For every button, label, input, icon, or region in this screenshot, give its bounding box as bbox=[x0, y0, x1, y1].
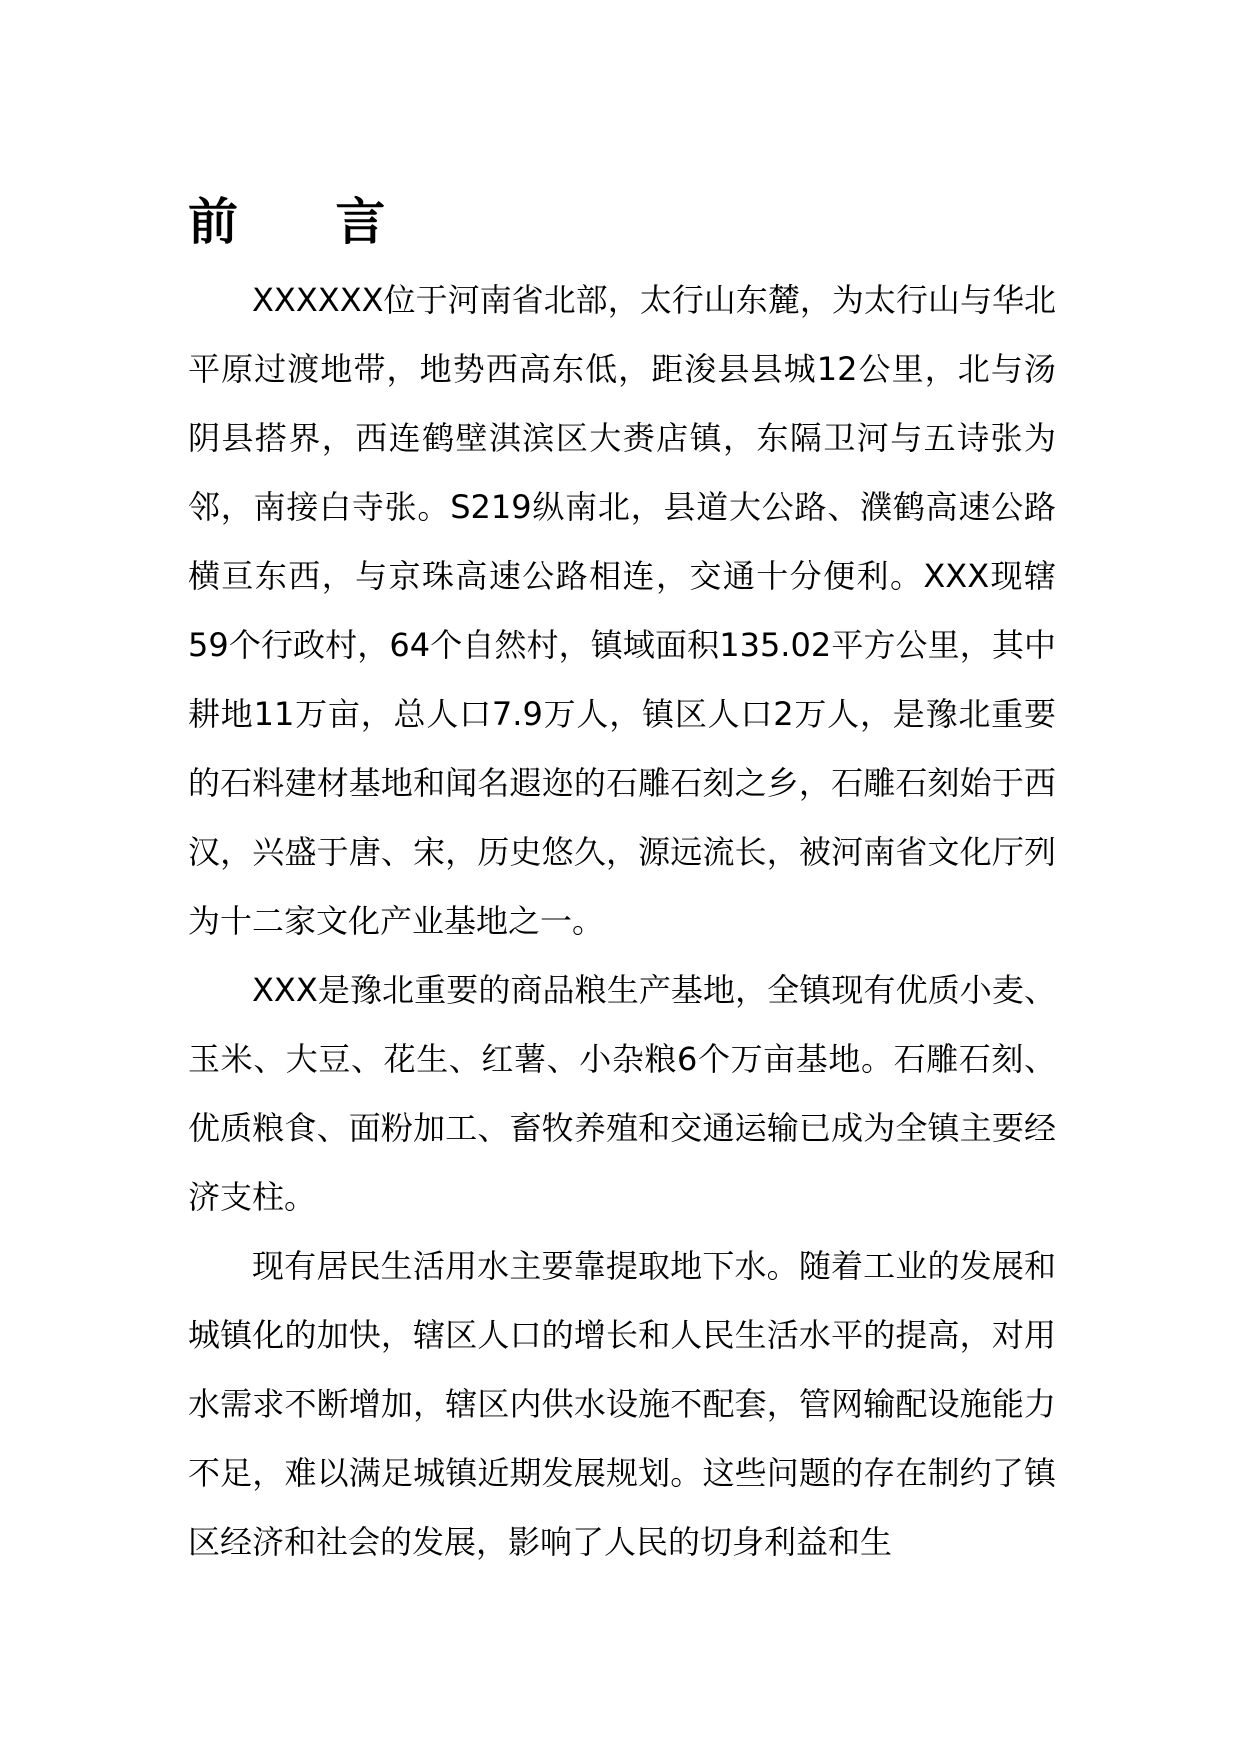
page-title: 前 言 bbox=[188, 192, 426, 251]
paragraph-location-overview: XXXXXX位于河南省北部，太行山东麓，为太行山与华北平原过渡地带，地势西高东低，距浚县县城12公里，北与汤阴县搭界，西连鹤壁淇滨区大赉店镇，东隔卫河与五诗张为邻，南接白寺张。S219纵南北，县道大公路、濮鹤高速公路横亘东西，与京珠高速公路相连，交通十分便利。XXX现辖59个行政村，64个自然村，镇域面积135.02平方公里，其中耕地11万亩，总人口7.9万人，镇区人口2万人，是豫北重要的石料建材基地和闻名遐迩的石雕石刻之乡，石雕石刻始于西汉，兴盛于唐、宋，历史悠久，源远流长，被河南省文化厅列为十二家文化产业基地之一。 bbox=[188, 281, 1056, 940]
paragraph-agriculture-economy: XXX是豫北重要的商品粮生产基地，全镇现有优质小麦、玉米、大豆、花生、红薯、小杂粮6个万亩基地。石雕石刻、优质粮食、面粉加工、畜牧养殖和交通运输已成为全镇主要经济支柱。 bbox=[188, 971, 1056, 1216]
paragraph-water-supply: 现有居民生活用水主要靠提取地下水。随着工业的发展和城镇化的加快，辖区人口的增长和人民生活水平的提高，对用水需求不断增加，辖区内供水设施不配套，管网输配设施能力不足，难以满足城镇近期发展规划。这些问题的存在制约了镇区经济和社会的发展，影响了人民的切身利益和生 bbox=[188, 1247, 1056, 1561]
document-body bbox=[188, 266, 1056, 1577]
